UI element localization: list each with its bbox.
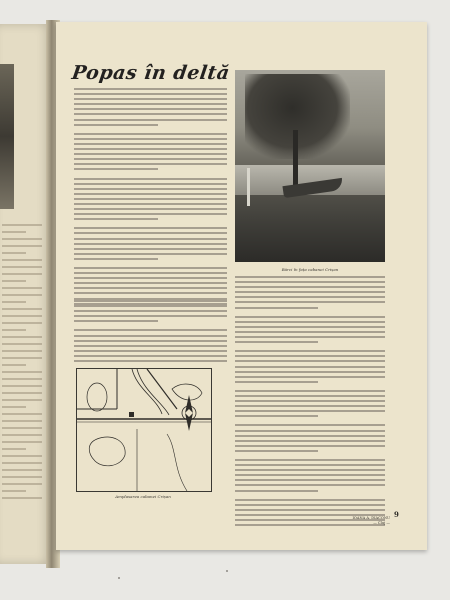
text-line [74, 277, 227, 279]
text-line [74, 153, 227, 155]
text-line [235, 371, 385, 373]
text-line [235, 450, 318, 452]
text-line [235, 355, 385, 357]
text-line [235, 336, 385, 338]
text-line [74, 119, 227, 121]
text-line [235, 499, 385, 501]
text-line [235, 286, 385, 288]
text-line [74, 272, 227, 274]
text-line [74, 253, 227, 255]
author-name: IOANA A. DIACONU [352, 516, 390, 520]
text-line [235, 405, 385, 407]
text-line [74, 198, 227, 200]
text-line [74, 287, 227, 289]
text-line [74, 320, 158, 322]
text-line [74, 282, 227, 284]
text-line [74, 188, 227, 190]
text-line [74, 300, 227, 302]
text-line [235, 291, 385, 293]
text-line [235, 376, 385, 378]
text-line [74, 158, 227, 160]
text-line [74, 360, 227, 362]
text-line [235, 296, 385, 298]
text-line [74, 213, 227, 215]
text-line [235, 435, 385, 437]
text-line [74, 355, 227, 357]
text-line [235, 459, 385, 461]
text-line [74, 335, 227, 337]
text-line [74, 227, 227, 229]
text-line [235, 341, 318, 343]
text-line [235, 301, 385, 303]
text-line [74, 124, 158, 126]
text-line [74, 238, 227, 240]
text-line [74, 98, 227, 100]
map-drawing [77, 369, 211, 491]
text-line [235, 415, 318, 417]
text-line [74, 310, 227, 312]
text-line [235, 474, 385, 476]
location-map [76, 368, 212, 492]
photo-caption: Bărci în fața cabanei Crișan [281, 267, 339, 272]
text-line [235, 390, 385, 392]
article-title: Popas în deltă [70, 62, 232, 84]
text-line [74, 340, 227, 342]
dust-speck [226, 570, 228, 572]
text-line [74, 103, 227, 105]
text-line [235, 490, 318, 492]
text-line [235, 424, 385, 426]
text-line [74, 183, 227, 185]
text-line [235, 484, 385, 486]
text-line [235, 331, 385, 333]
text-line [235, 509, 385, 511]
dust-speck [118, 577, 120, 579]
text-line [235, 395, 385, 397]
text-line [74, 138, 227, 140]
author-city: — Cluj — [373, 521, 390, 525]
text-line [74, 163, 227, 165]
text-line [74, 315, 227, 317]
text-line [235, 281, 385, 283]
page-number: 9 [394, 510, 399, 519]
article-text-column-right [235, 276, 385, 529]
text-line [235, 504, 385, 506]
text-line [74, 113, 227, 115]
text-line [235, 276, 385, 278]
previous-page-text [2, 224, 42, 504]
text-line [235, 440, 385, 442]
text-line [235, 350, 385, 352]
text-line [74, 218, 158, 220]
text-line [74, 267, 227, 269]
text-line [74, 148, 227, 150]
text-line [74, 292, 227, 294]
article-text-column-left [74, 88, 227, 308]
text-line [235, 321, 385, 323]
text-line [74, 133, 227, 135]
previous-page-photo [0, 64, 14, 209]
text-line [74, 243, 227, 245]
text-line [235, 464, 385, 466]
text-line [235, 366, 385, 368]
article-text-column-left-lower [74, 300, 227, 365]
text-line [74, 168, 158, 170]
text-line [74, 203, 227, 205]
text-line [235, 445, 385, 447]
text-line [74, 193, 227, 195]
text-line [235, 381, 318, 383]
text-line [74, 178, 227, 180]
text-line [74, 232, 227, 234]
text-line [74, 108, 227, 110]
text-line [74, 93, 227, 95]
previous-page-edge [0, 24, 52, 564]
text-line [74, 258, 158, 260]
text-line [74, 350, 227, 352]
text-line [235, 430, 385, 432]
text-line [74, 305, 227, 307]
text-line [74, 345, 227, 347]
author-signature [300, 516, 390, 526]
text-line [74, 329, 227, 331]
text-line [235, 307, 318, 309]
text-line [74, 208, 227, 210]
text-line [74, 143, 227, 145]
text-line [235, 360, 385, 362]
text-line [235, 400, 385, 402]
text-line [235, 326, 385, 328]
map-caption: Amplasarea cabanei Crișan [115, 494, 171, 499]
text-line [235, 316, 385, 318]
text-line [74, 88, 227, 90]
boats-photo [235, 70, 385, 262]
text-line [74, 248, 227, 250]
text-line [235, 410, 385, 412]
text-line [235, 479, 385, 481]
text-line [235, 469, 385, 471]
